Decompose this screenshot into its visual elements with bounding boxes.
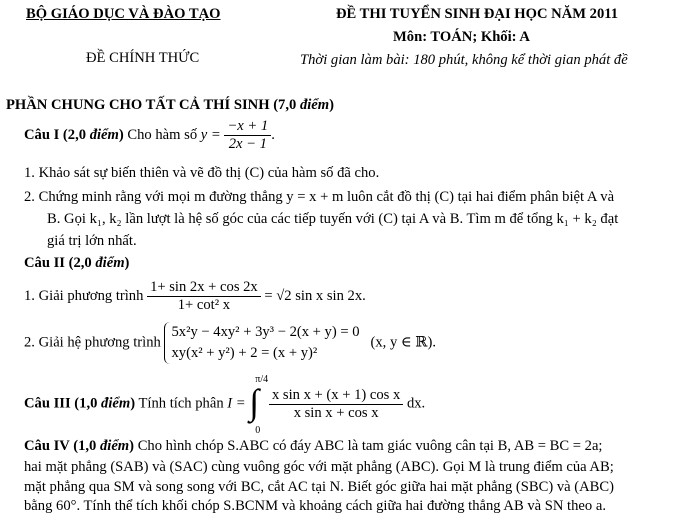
system-equation-2: xy(x² + y²) + 2 = (x + y)² xyxy=(171,345,318,361)
question-4-line-2: hai mặt phẳng (SAB) và (SAC) cùng vuông góc với mặt phẳng (ABC). Gọi M là trung điểm của AB; xyxy=(24,459,614,475)
question-1-header: Câu I (2,0 điểm) Cho hàm số y = $\frac{-x + 1}{2x - 1}$ . xyxy=(24,118,275,152)
function-y: y = xyxy=(200,126,221,143)
official-label: ĐỀ CHÍNH THỨC xyxy=(86,50,200,66)
question-2-item-1: 1. Giải phương trình $\frac{1+ \sin 2x + \cos 2x}{\text{1+ cot² x}}$ = √2 sin x sin 2x. xyxy=(24,279,366,313)
integrand-fraction: $\frac{\text{x sin x + (x + 1) cos x}}{\text{x sin x + cos x}}$ xyxy=(269,387,403,422)
question-4-line-4: bằng 60°. Tính thể tích khối chóp S.BCNM và khoảng cách giữa hai đường thẳng AB và SN theo a. xyxy=(24,498,606,514)
question-4-line-1: Câu IV (1,0 điểm) Cho hình chóp S.ABC có đáy ABC là tam giác vuông cân tại B, AB = BC = 2a; xyxy=(24,438,603,454)
duration-line: Thời gian làm bài: 180 phút, không kể thời gian phát đề xyxy=(300,52,628,68)
question-1-item-2-line-2: B. Gọi k₁, k₂ lần lượt là hệ số góc của các tiếp tuyến với (C) tại A và B. Tìm m để tổng k₁ + k₂ đạt xyxy=(47,211,619,227)
system-equation-1: 5x²y − 4xy² + 3y³ − 2(x + y) = 0 xyxy=(171,324,360,340)
integral-upper-limit: π/4 xyxy=(255,374,269,385)
question-3: Câu III (1,0 điểm) Tính tích phân I = π/4 ∫ 0 $\frac{\text{x sin x + (x + 1) cos x}}{\text{x sin x + cos x}}$ dx. xyxy=(24,374,426,436)
trig-fraction: $\frac{1+ \sin 2x + \cos 2x}{\text{1+ cot² x}}$ xyxy=(147,279,261,314)
section-title: PHẦN CHUNG CHO TẤT CẢ THÍ SINH (7,0 điểm) xyxy=(6,97,335,113)
equation-system xyxy=(164,322,359,364)
question-1-item-2-line-3: giá trị lớn nhất. xyxy=(47,233,137,249)
exam-title: ĐỀ THI TUYỂN SINH ĐẠI HỌC NĂM 2011 xyxy=(336,6,619,22)
integral-sign: π/4 ∫ 0 xyxy=(249,374,269,436)
function-fraction: $\frac{-x + 1}{2x - 1}$ xyxy=(224,118,271,153)
ministry-title: BỘ GIÁO DỤC VÀ ĐÀO TẠO xyxy=(26,6,221,22)
question-1-item-1: 1. Khảo sát sự biến thiên và vẽ đồ thị (C) của hàm số đã cho. xyxy=(24,165,380,181)
question-2-header: Câu II (2,0 điểm) xyxy=(24,255,130,271)
integral-lower-limit: 0 xyxy=(255,425,261,436)
question-2-item-2: 2. Giải hệ phương trình 5x²y − 4xy² + 3y³ − 2(x + y) = 0 xy(x² + y²) + 2 = (x + y)² (x, y ∈ ℝ). xyxy=(24,322,436,364)
subject-line: Môn: TOÁN; Khối: A xyxy=(393,29,530,45)
question-4-line-3: mặt phẳng qua SM và song song với BC, cắt AC tại N. Biết góc giữa hai mặt phẳng (SBC) và (ABC) xyxy=(24,479,614,495)
question-1-item-2-line-1: 2. Chứng minh rằng với mọi m đường thẳng y = x + m luôn cắt đồ thị (C) tại hai điểm phân biệt A và xyxy=(24,189,615,205)
domain-note: (x, y ∈ ℝ). xyxy=(370,334,436,351)
